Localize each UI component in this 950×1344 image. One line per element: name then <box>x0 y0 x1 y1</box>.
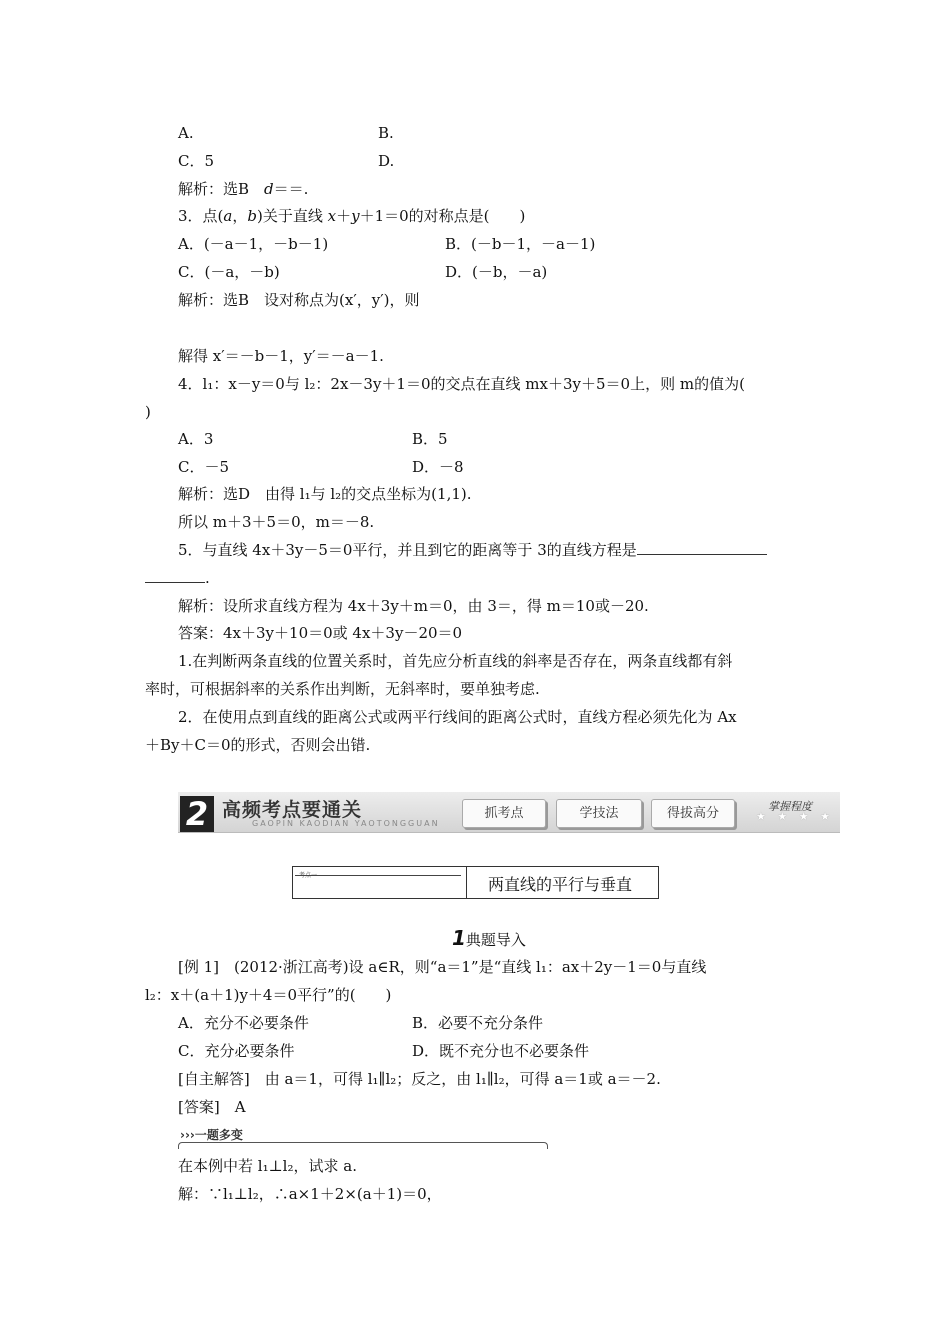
example1-line1: [例 1] (2012·浙江高考)设 a∈R，则“a＝1”是“直线 l₁：ax＋2y－1＝0与直线 <box>178 958 707 976</box>
q3-solve: 解得 x′＝－b－1，y′＝－a－1. <box>178 347 384 365</box>
q5-analysis: 解析：设所求直线方程为 4x＋3y＋m＝0，由 3＝，得 m＝10或－20. <box>178 597 649 615</box>
q5-stem-end: . <box>145 568 210 588</box>
example1-option-c: C．充分必要条件 <box>178 1042 295 1060</box>
section-banner <box>178 792 840 833</box>
banner-title: 高频考点要通关 <box>222 799 363 821</box>
example1-line2: l₂：x＋(a＋1)y＋4＝0平行”的( ) <box>145 986 392 1004</box>
variant-question: 在本例中若 l₁⊥l₂，试求 a. <box>178 1157 357 1175</box>
q2-option-c: C．5 <box>178 152 215 170</box>
q3-stem: 3．点(a，b)关于直线 x＋y＋1＝0的对称点是( ) <box>178 207 526 225</box>
section-number: 1 <box>452 926 466 950</box>
learn-methods-button[interactable]: 学技法 <box>556 799 642 828</box>
variant-divider <box>178 1142 548 1149</box>
q2-option-b: B. <box>378 124 394 142</box>
q5-answer-blank <box>637 540 767 555</box>
note1-line1: 1.在判断两条直线的位置关系时，首先应分析直线的斜率是否存在，两条直线都有斜 <box>178 652 733 670</box>
q3-analysis: 解析：选B 设对称点为(x′，y′)，则 <box>178 291 420 309</box>
mastery-stars-icon: ★ ★ ★ ★ <box>756 810 834 823</box>
banner-number: 2 <box>180 796 214 832</box>
q4-option-d: D．－8 <box>412 458 464 476</box>
q4-option-b: B．5 <box>412 430 448 448</box>
topic-tag: 考点一 <box>299 872 318 879</box>
q5-answer: 答案：4x＋3y＋10＝0或 4x＋3y－20＝0 <box>178 624 463 642</box>
note2-line1: 2．在使用点到直线的距离公式或两平行线间的距离公式时，直线方程必须先化为 Ax <box>178 708 737 726</box>
q3-option-d: D．(－b，－a) <box>445 263 548 281</box>
grasp-points-button[interactable]: 抓考点 <box>462 799 546 828</box>
variant-label: ›››一题多变 <box>180 1128 243 1142</box>
variant-solution: 解：∵l₁⊥l₂，∴a×1＋2×(a＋1)＝0， <box>178 1185 442 1203</box>
topic-header <box>292 866 659 899</box>
q3-option-b: B．(－b－1，－a－1) <box>445 235 596 253</box>
q4-option-a: A．3 <box>178 430 214 448</box>
high-score-button[interactable]: 得拔高分 <box>651 799 735 828</box>
topic-tag-cell <box>293 867 467 898</box>
example1-option-d: D．既不充分也不必要条件 <box>412 1042 590 1060</box>
topic-title: 两直线的平行与垂直 <box>488 875 633 894</box>
note1-line2: 率时，可根据斜率的关系作出判断，无斜率时，要单独考虑. <box>145 680 540 698</box>
q4-conclusion: 所以 m＋3＋5＝0，m＝－8. <box>178 513 375 531</box>
q4-stem-line1: 4．l₁：x－y＝0与 l₂：2x－3y＋1＝0的交点在直线 mx＋3y＋5＝0上，则 m的值为( <box>178 375 745 393</box>
topic-divider <box>295 875 461 876</box>
q3-option-c: C．(－a，－b) <box>178 263 280 281</box>
q2-option-a: A. <box>178 124 194 142</box>
note2-line2: ＋By＋C＝0的形式，否则会出错. <box>145 736 371 754</box>
q2-analysis: 解析：选B d＝＝. <box>178 180 309 198</box>
variant-header <box>178 1126 548 1146</box>
example1-option-b: B．必要不充分条件 <box>412 1014 544 1032</box>
q4-analysis: 解析：选D 由得 l₁与 l₂的交点坐标为(1,1). <box>178 485 472 503</box>
q3-option-a: A．(－a－1，－b－1) <box>178 235 329 253</box>
section-heading <box>452 928 526 950</box>
q5-answer-blank-cont <box>145 568 205 583</box>
banner-subtitle: GAOPIN KAODIAN YAOTONGGUAN <box>252 819 440 828</box>
q4-option-c: C．－5 <box>178 458 230 476</box>
section-title: 典题导入 <box>465 931 526 949</box>
example1-answer: [答案] A <box>178 1098 246 1116</box>
example1-option-a: A．充分不必要条件 <box>178 1014 309 1032</box>
q4-stem-line2: ) <box>145 403 151 421</box>
example1-solution: [自主解答] 由 a＝1，可得 l₁∥l₂；反之，由 l₁∥l₂，可得 a＝1或 a＝－2. <box>178 1070 661 1088</box>
q2-option-d: D. <box>378 152 395 170</box>
q5-stem: 5．与直线 4x＋3y－5＝0平行，并且到它的距离等于 3的直线方程是 <box>178 540 767 560</box>
mastery-label: 掌握程度 <box>768 800 812 813</box>
